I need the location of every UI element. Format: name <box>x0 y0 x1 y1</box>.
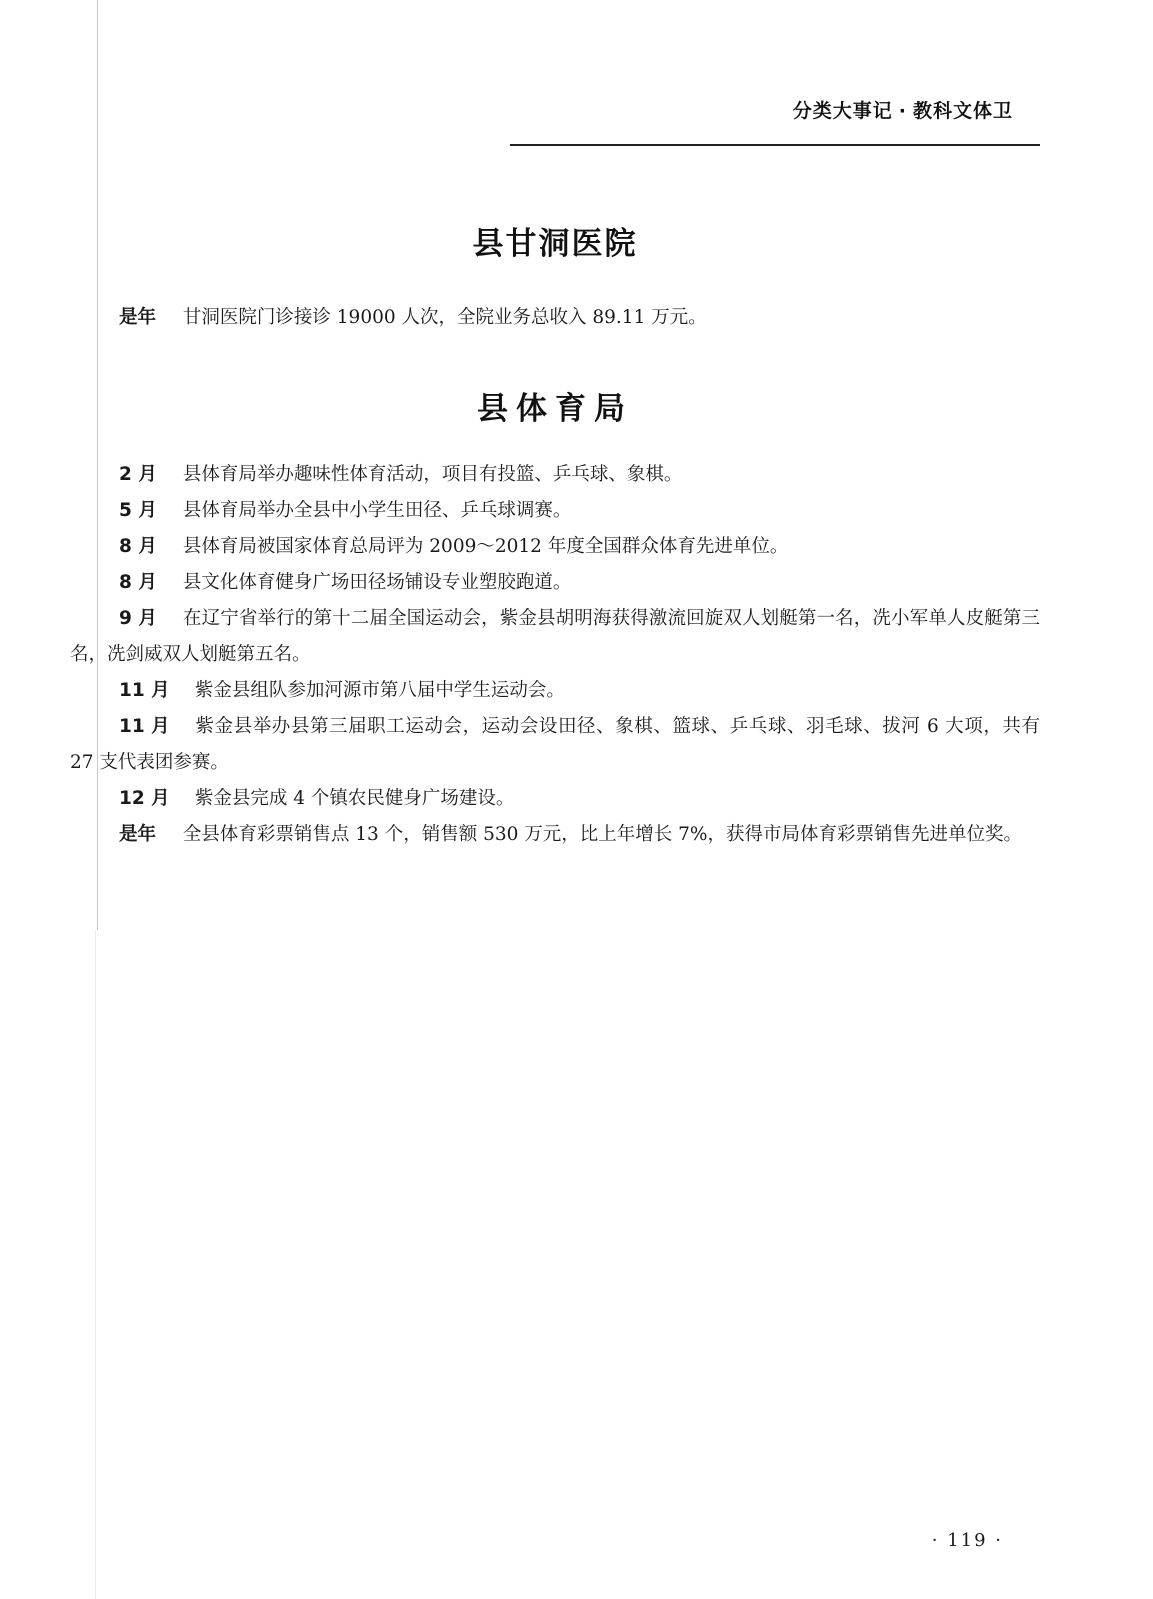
event-date: 9 月 <box>119 608 157 629</box>
event-date: 11 月 <box>119 716 170 737</box>
binding-line-lower <box>95 930 96 1599</box>
event-date: 11 月 <box>119 680 170 701</box>
running-header <box>793 96 1013 123</box>
event-date: 是年 <box>119 307 157 328</box>
event-entry <box>70 565 1040 601</box>
event-entry <box>70 457 1040 493</box>
section-body-hospital <box>70 300 1040 336</box>
event-date: 5 月 <box>119 500 157 521</box>
event-text: 紫金县组队参加河源市第八届中学生运动会。 <box>194 680 565 701</box>
event-text: 县体育局被国家体育总局评为 2009～2012 年度全国群众体育先进单位。 <box>182 536 789 557</box>
event-text: 紫金县完成 4 个镇农民健身广场建设。 <box>194 788 515 809</box>
event-text: 紫金县举办县第三届职工运动会，运动会设田径、象棋、篮球、乒乓球、羽毛球、拔河 6 大项，共有 27 支代表团参赛。 <box>70 716 1040 773</box>
section-body-sports <box>70 457 1040 853</box>
event-entry <box>70 673 1040 709</box>
event-entry <box>70 529 1040 565</box>
page-number: · 119 · <box>931 1530 1003 1551</box>
header-rule <box>510 144 1040 146</box>
event-entry <box>70 709 1040 781</box>
event-date: 12 月 <box>119 788 170 809</box>
header-separator: · <box>898 100 907 122</box>
event-text: 县文化体育健身广场田径场铺设专业塑胶跑道。 <box>182 572 572 593</box>
event-entry <box>70 300 1040 336</box>
event-date: 8 月 <box>119 572 157 593</box>
event-text: 县体育局举办趣味性体育活动，项目有投篮、乒乓球、象棋。 <box>182 464 683 485</box>
event-date: 是年 <box>119 824 157 845</box>
event-entry <box>70 493 1040 529</box>
event-text: 县体育局举办全县中小学生田径、乒乓球调赛。 <box>182 500 572 521</box>
event-text: 在辽宁省举行的第十二届全国运动会，紫金县胡明海获得激流回旋双人划艇第一名，冼小军单人皮艇第三名，冼剑威双人划艇第五名。 <box>70 608 1040 665</box>
event-text: 全县体育彩票销售点 13 个，销售额 530 万元，比上年增长 7%，获得市局体育彩票销售先进单位奖。 <box>182 824 1022 845</box>
header-subsection: 教科文体卫 <box>912 100 1013 122</box>
event-entry <box>70 817 1040 853</box>
event-text: 甘洞医院门诊接诊 19000 人次，全院业务总收入 89.11 万元。 <box>182 307 707 328</box>
event-entry <box>70 601 1040 673</box>
event-entry <box>70 781 1040 817</box>
section-title-hospital: 县甘洞医院 <box>472 226 638 262</box>
header-section: 分类大事记 <box>792 100 893 122</box>
section-title-sports: 县体育局 <box>477 391 633 427</box>
event-date: 8 月 <box>119 536 157 557</box>
event-date: 2 月 <box>119 464 157 485</box>
